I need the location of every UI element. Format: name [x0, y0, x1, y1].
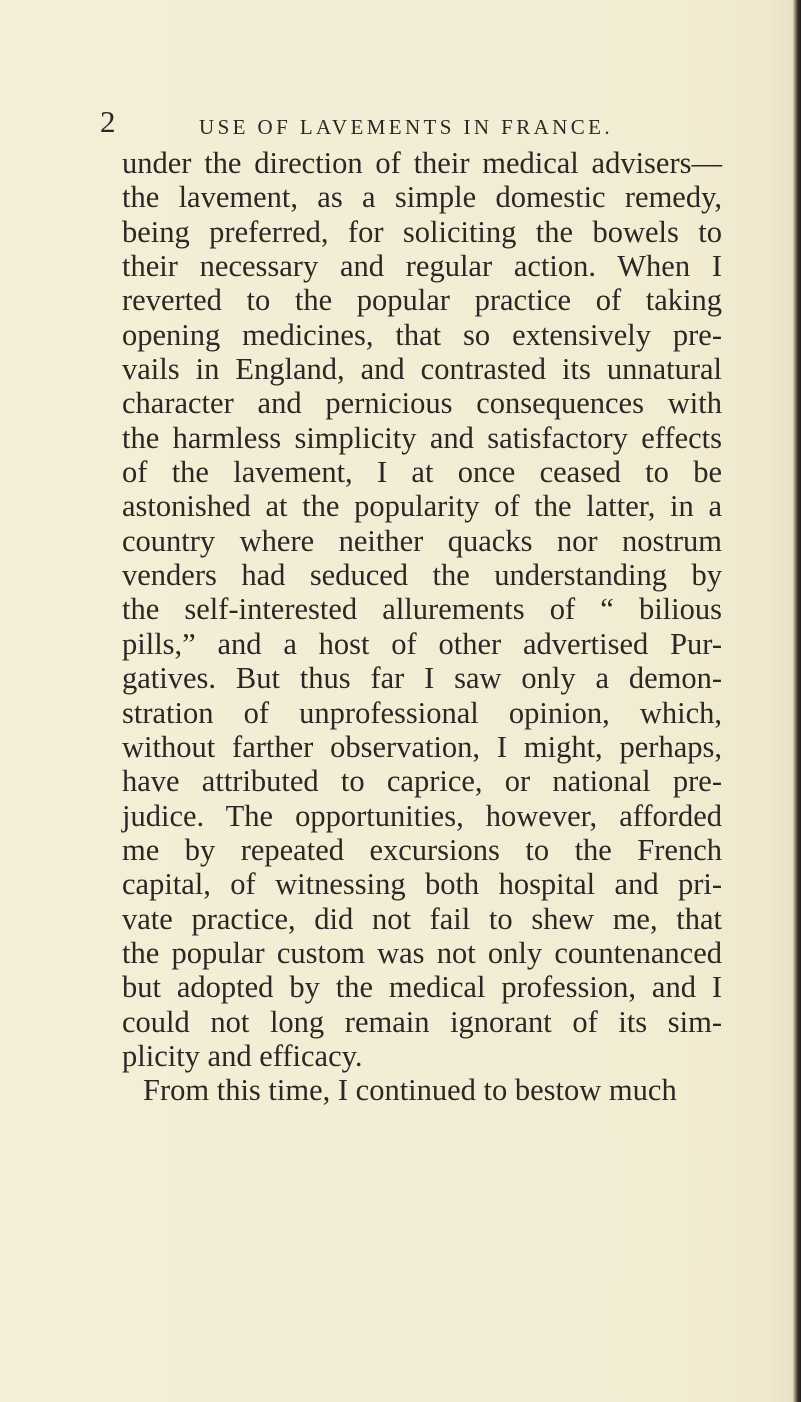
text-line: but adopted by the medical profession, and I	[122, 970, 722, 1005]
text-line: vails in England, and contrasted its unnatural	[122, 352, 722, 387]
body-text	[122, 146, 722, 1108]
text-line: stration of unprofessional opinion, which,	[122, 695, 722, 730]
text-line: country where neither quacks nor nostrum	[122, 523, 722, 558]
text-line: opening medicines, that so extensively pre-	[122, 317, 722, 352]
text-line: under the direction of their medical advisers—	[122, 146, 722, 180]
text-line: me by repeated excursions to the French	[122, 832, 722, 867]
text-line: astonished at the popularity of the latter, in a	[122, 489, 722, 524]
text-line: gatives. But thus far I saw only a demon-	[122, 661, 722, 696]
text-line: the harmless simplicity and satisfactory effects	[122, 420, 722, 455]
text-line: have attributed to caprice, or national pre-	[122, 764, 722, 799]
text-line: the lavement, as a simple domestic remedy,	[122, 180, 722, 215]
text-line: character and pernicious consequences with	[122, 386, 722, 421]
text-line: capital, of witnessing both hospital and pri-	[122, 867, 722, 902]
text-line: From this time, I continued to bestow much	[143, 1073, 677, 1108]
text-line: venders had seduced the understanding by	[122, 558, 722, 593]
text-line: the popular custom was not only countenanced	[122, 935, 722, 970]
page-edge-shadow	[793, 0, 801, 1402]
text-line: vate practice, did not fail to shew me, that	[122, 901, 722, 936]
text-line: their necessary and regular action. When I	[122, 249, 722, 284]
page-header	[100, 104, 740, 144]
text-line: could not long remain ignorant of its sim-	[122, 1004, 722, 1039]
text-line: reverted to the popular practice of taking	[122, 283, 722, 318]
text-line: pills,” and a host of other advertised Pur-	[122, 626, 722, 661]
text-line: without farther observation, I might, perhaps,	[122, 729, 722, 764]
page-number: 2	[100, 104, 116, 139]
text-line: judice. The opportunities, however, afforded	[122, 798, 722, 833]
running-head: USE OF LAVEMENTS IN FRANCE.	[199, 115, 614, 139]
text-line: being preferred, for soliciting the bowels to	[122, 214, 722, 249]
text-line: of the lavement, I at once ceased to be	[122, 455, 722, 490]
text-line: the self-interested allurements of “ bilious	[122, 592, 722, 627]
text-line: plicity and efficacy.	[122, 1038, 363, 1073]
